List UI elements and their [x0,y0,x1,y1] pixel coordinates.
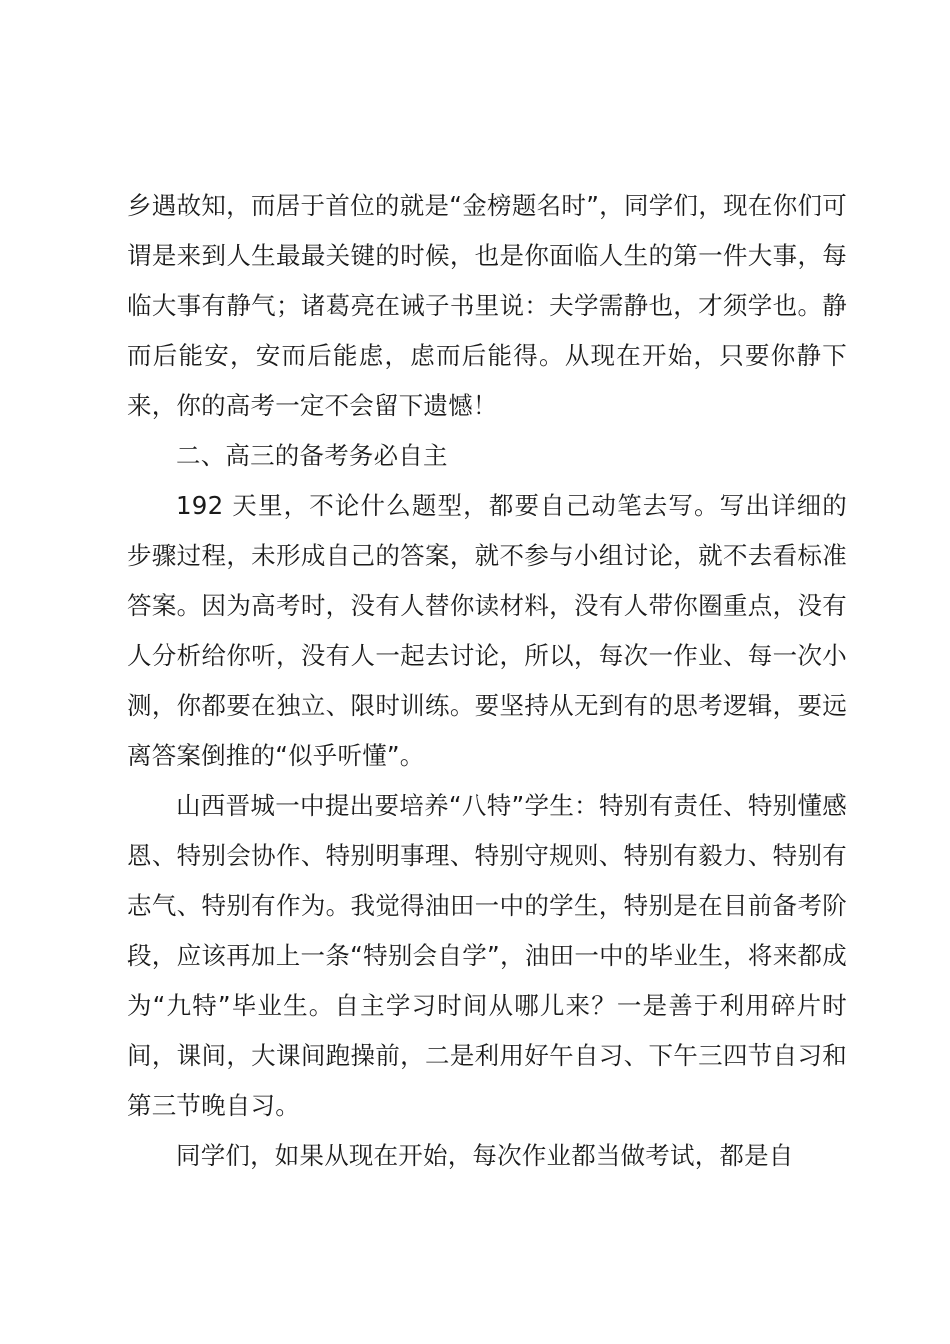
paragraph-3: 山西晋城一中提出要培养“八特”学生：特别有责任、特别懂感恩、特别会协作、特别明事理、特别守规则、特别有毅力、特别有志气、特别有作为。我觉得油田一中的学生，特别是在目前备考阶段，应该再加上一条“特别会自学”，油田一中的毕业生，将来都成为“九特”毕业生。自主学习时间从哪儿来？一是善于利用碎片时间，课间，大课间跑操前，二是利用好午自习、下午三四节自习和第三节晚自习。 [127,791,847,1120]
document-body [127,181,847,1181]
section-heading-2: 二、高三的备考务必自主 [176,441,448,470]
paragraph-2: 192 天里，不论什么题型，都要自己动笔去写。写出详细的步骤过程，未形成自己的答案，就不参与小组讨论，就不去看标准答案。因为高考时，没有人替你读材料，没有人带你圈重点，没有人分析给你听，没有人一起去讨论，所以，每次一作业、每一次小测，你都要在独立、限时训练。要坚持从无到有的思考逻辑，要远离答案倒推的“似乎听懂”。 [127,491,847,770]
paragraph-1: 乡遇故知，而居于首位的就是“金榜题名时”，同学们，现在你们可谓是来到人生最最关键的时候，也是你面临人生的第一件大事，每临大事有静气；诸葛亮在诫子书里说：夫学需静也，才须学也。静而后能安，安而后能虑，虑而后能得。从现在开始，只要你静下来，你的高考一定不会留下遗憾！ [127,191,847,420]
paragraph-4: 同学们，如果从现在开始，每次作业都当做考试，都是自 [176,1141,794,1170]
